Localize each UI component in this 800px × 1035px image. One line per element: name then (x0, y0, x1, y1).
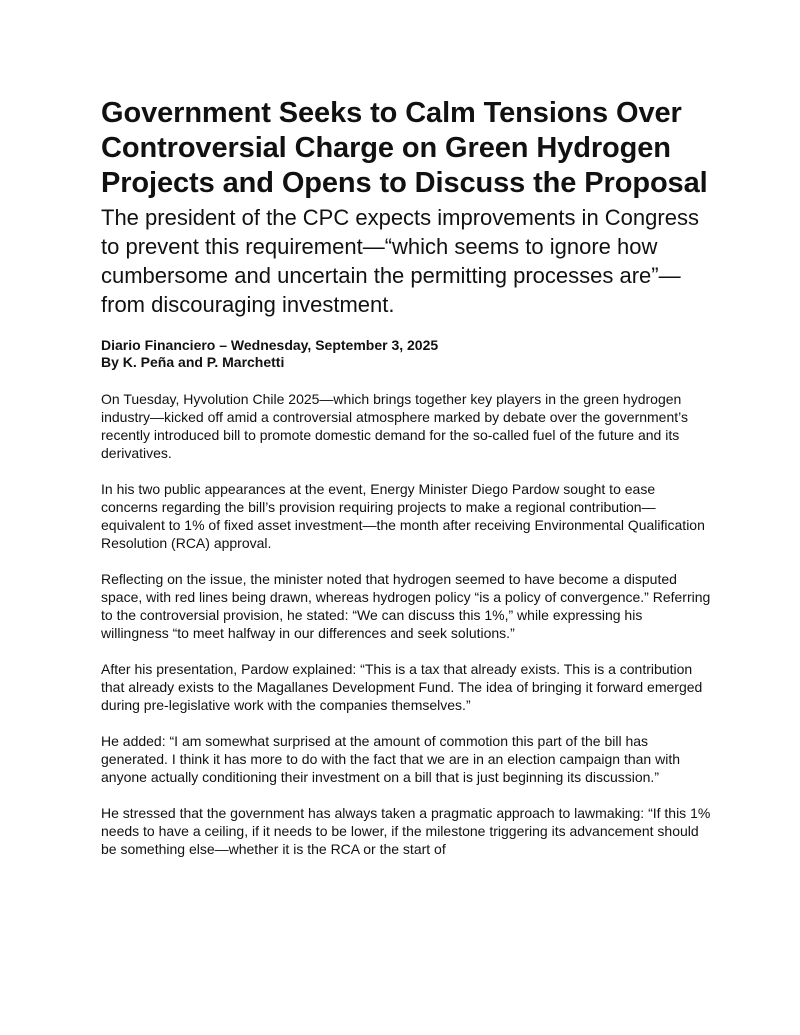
body-paragraph: On Tuesday, Hyvolution Chile 2025—which brings together key players in the green hydrogen industry—kicked off amid a controversial atmosphere marked by debate over the government’s recently introduced bill to promote domestic demand for the so-called fuel of the future and its derivatives. (101, 391, 689, 461)
article-subheadline: The president of the CPC expects improvements in Congress to prevent this requirement—“which seems to ignore how cumbersome and uncertain the permitting processes are”—from discouraging investment. (101, 205, 699, 317)
article-headline: Government Seeks to Calm Tensions Over Controversial Charge on Green Hydrogen Projects and Opens to Discuss the Proposal (101, 97, 708, 199)
article (101, 96, 711, 876)
article-body (101, 390, 711, 858)
body-paragraph: In his two public appearances at the event, Energy Minister Diego Pardow sought to ease concerns regarding the bill’s provision requiring projects to make a regional contribution—equivalent to 1% of fixed asset investment—the month after receiving Environmental Qualification Resolution (RCA) approval. (101, 481, 705, 551)
body-paragraph: After his presentation, Pardow explained: “This is a tax that already exists. This is a contribution that already exists to the Magallanes Development Fund. The idea of bringing it forward emerged during pre-legislative work with the companies themselves.” (101, 661, 703, 713)
source-line: Diario Financiero – Wednesday, September 3, 2025 (101, 337, 439, 353)
body-paragraph: Reflecting on the issue, the minister noted that hydrogen seemed to have become a disputed space, with red lines being drawn, whereas hydrogen policy “is a policy of convergence.” Referring to the controversial provision, he stated: “We can discuss this 1%,” while expressing his willingness “to meet halfway in our differences and seek solutions.” (101, 571, 711, 641)
body-paragraph: He added: “I am somewhat surprised at the amount of commotion this part of the bill has generated. I think it has more to do with the fact that we are in an election campaign than with anyone actually conditioning their investment on a bill that is just beginning its discussion.” (101, 733, 681, 785)
byline-block (101, 337, 711, 371)
authors-line: By K. Peña and P. Marchetti (101, 354, 285, 370)
body-paragraph: He stressed that the government has always taken a pragmatic approach to lawmaking: “If this 1% needs to have a ceiling, if it needs to be lower, if the milestone triggering its advancement should be something else—whether it is the RCA or the start of (101, 805, 711, 857)
